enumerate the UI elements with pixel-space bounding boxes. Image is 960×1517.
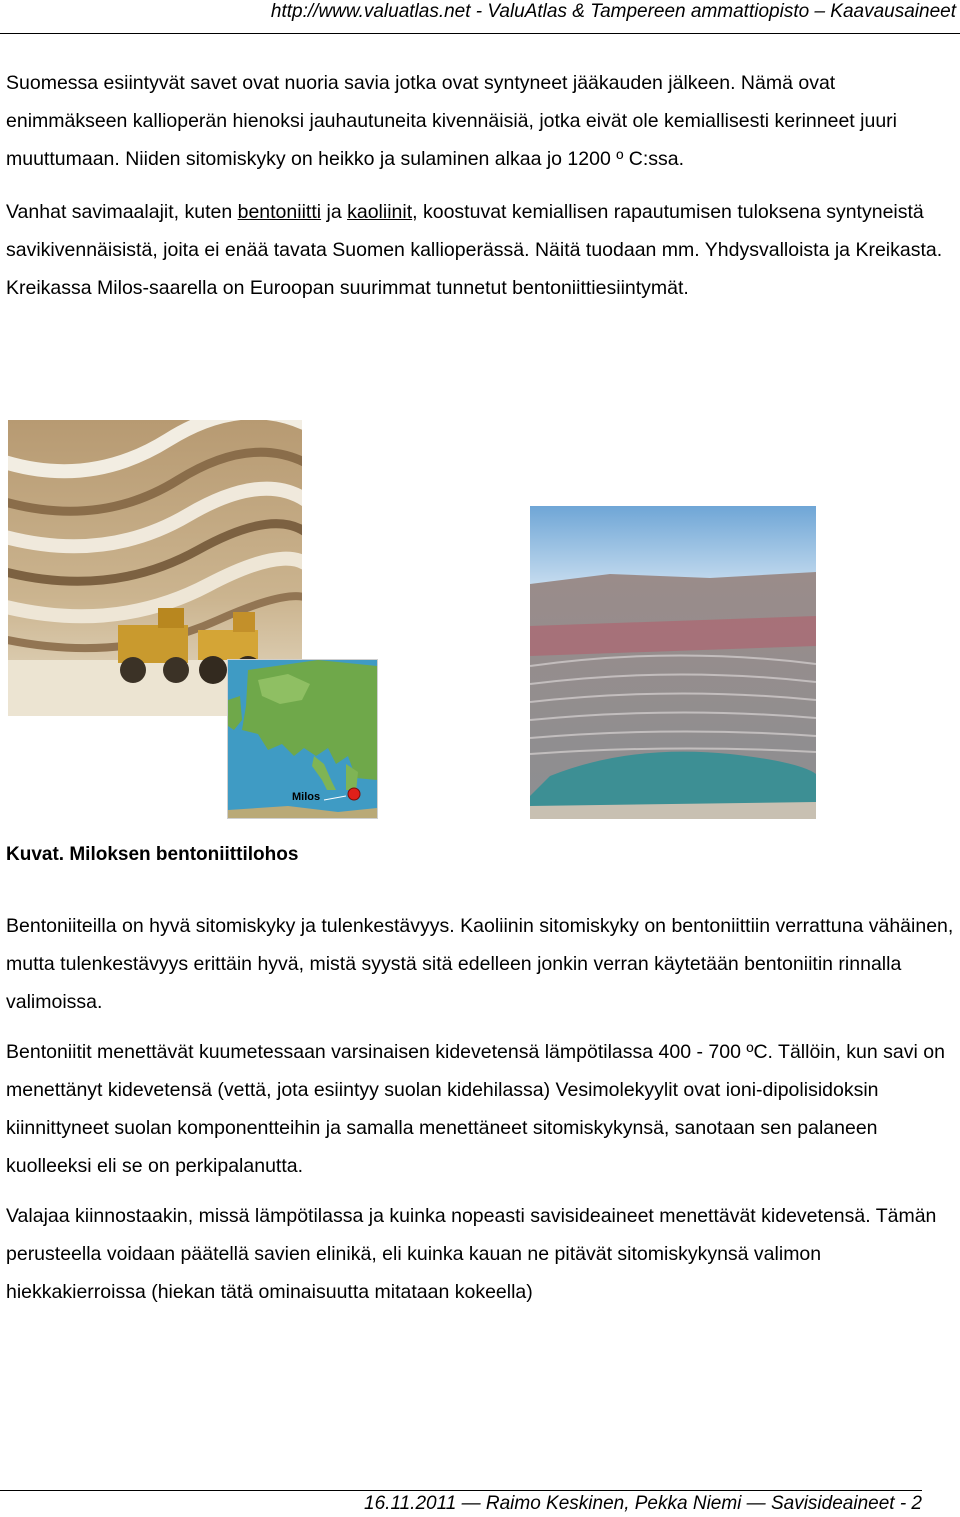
- figure-caption: Kuvat. Miloksen bentoniittilohos: [6, 844, 299, 865]
- header-rule: [0, 33, 960, 34]
- page-header: http://www.valuatlas.net - ValuAtlas & Tampereen ammattiopisto – Kaavausaineet: [270, 1, 956, 22]
- paragraph-text: ja: [321, 201, 348, 223]
- paragraph-crystal-water: Bentoniitit menettävät kuumetessaan varsinaisen kidevetensä lämpötilassa 400 - 700 ºC. Tällöin, kun savi on menettänyt kidevetensä (vettä, jota esiintyy suolan kidehilassa) Vesimolekyylit ovat ioni-dipolisidoksin kiinnittyneet suolan komponentteihin ja samalla menettäneet sitomiskykynsä, sanotaan sen palaneen kuolleeksi eli se on perkipalanutta.: [6, 1041, 945, 1177]
- bentoniitti-link[interactable]: bentoniitti: [237, 201, 322, 223]
- paragraph-clay-lifetime: Valajaa kiinnostaakin, missä lämpötilassa ja kuinka nopeasti savisideaineet menettävät kidevetensä. Tämän perusteella voidaan päätellä savien elinikä, eli kuinka kauan ne pitävät sitomiskykynsä valimon hiekkakierroissa (hiekan tätä ominaisuutta mitataan kokeella): [6, 1205, 937, 1303]
- open-pit-photo: [530, 506, 816, 819]
- page-footer: 16.11.2011 — Raimo Keskinen, Pekka Niemi — Savisideaineet - 2: [364, 1493, 922, 1514]
- paragraph-text: , koostuvat kemiallisen rapautumisen tuloksena syntyneistä savikivennäisistä, joita ei enää tavata Suomen kallioperässä. Näitä tuodaan mm. Yhdysvalloista ja Kreikasta. Kreikassa Milos-saarella on Euroopan suurimmat tunnetut bentoniittiesiintymät.: [6, 201, 943, 299]
- milos-map-label: Milos: [292, 791, 321, 803]
- paragraph-bentonite-properties: Bentoniiteilla on hyvä sitomiskyky ja tulenkestävyys. Kaoliinin sitomiskyky on bentoniittiin verrattuna vähäinen, mutta tulenkestävyys erittäin hyvä, mistä syystä sitä edelleen jonkin verran käytetään bentoniitin rinnalla valimoissa.: [6, 915, 954, 1013]
- paragraph-young-clays: Suomessa esiintyvät savet ovat nuoria savia jotka ovat syntyneet jääkauden jälkeen. Nämä ovat enimmäkseen kallioperän hienoksi jauhautuneita kivennäisiä, jotka eivät ole kemiallisesti kerinneet juuri muuttumaan. Niiden sitomiskyky on heikko ja sulaminen alkaa jo 1200 º C:ssa.: [6, 72, 897, 170]
- kaoliinit-link[interactable]: kaoliinit: [347, 201, 413, 223]
- paragraph-old-clays: [6, 193, 956, 307]
- europe-map: [227, 659, 378, 819]
- footer-rule: [0, 1490, 922, 1491]
- paragraph-text: Vanhat savimaalajit, kuten: [6, 201, 238, 223]
